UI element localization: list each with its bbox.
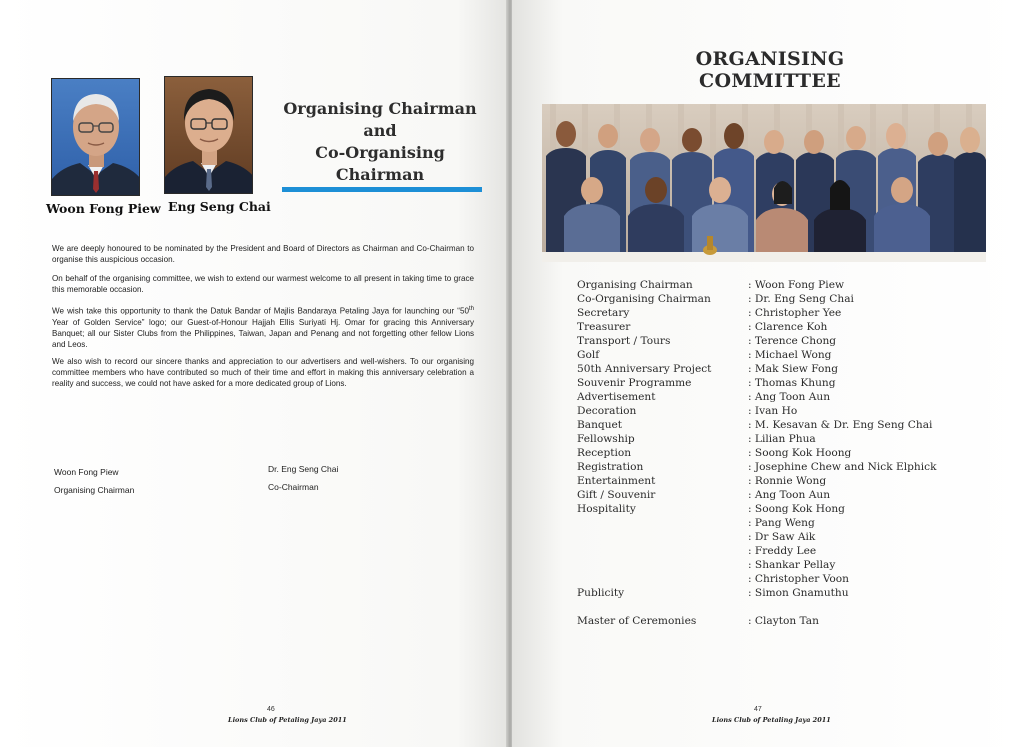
committee-member: : Simon Gnamuthu <box>748 587 849 599</box>
heading-line-2: and <box>363 121 397 140</box>
letter-paragraph-3 <box>52 304 474 350</box>
committee-role: Publicity <box>577 587 625 599</box>
committee-member: : Shankar Pellay <box>748 559 836 571</box>
committee-role: Banquet <box>577 419 623 431</box>
committee-member: : M. Kesavan & Dr. Eng Seng Chai <box>748 419 933 431</box>
committee-role: Hospitality <box>577 503 636 515</box>
committee-member: : Christopher Voon <box>748 573 849 585</box>
committee-group-photo <box>542 104 986 262</box>
committee-member: : Dr Saw Aik <box>748 531 816 543</box>
committee-member: : Mak Siew Fong <box>748 363 838 375</box>
left-page <box>0 0 508 747</box>
committee-role: Co-Organising Chairman <box>577 293 711 305</box>
letter-paragraph-2: On behalf of the organising committee, we wish to extend our warmest welcome to all present in taking time to grace this memorable occasion. <box>52 274 474 294</box>
page-number: 47 <box>754 706 762 713</box>
committee-role: Entertainment <box>577 475 656 487</box>
ordinal-suffix: th <box>468 306 474 312</box>
committee-role: Gift / Souvenir <box>577 489 656 501</box>
page-footer: Lions Club of Petaling Jaya 2011 <box>712 716 831 724</box>
committee-role: Transport / Tours <box>577 335 671 347</box>
heading-line-1: Organising Chairman <box>283 99 477 118</box>
committee-member: : Soong Kok Hoong <box>748 447 852 459</box>
committee-member: : Pang Weng <box>748 517 815 529</box>
committee-member: : Clayton Tan <box>748 615 819 627</box>
page-footer: Lions Club of Petaling Jaya 2011 <box>228 716 347 724</box>
committee-member: : Ivan Ho <box>748 405 798 417</box>
committee-role: Souvenir Programme <box>577 377 692 389</box>
committee-member: : Lilian Phua <box>748 433 816 445</box>
committee-role: Decoration <box>577 405 637 417</box>
committee-member: : Christopher Yee <box>748 307 842 319</box>
committee-role: Master of Ceremonies <box>577 615 697 627</box>
letter-paragraph-4: We also wish to record our sincere thanks and appreciation to our advertisers and well-wishers. To our organising committee members who have contributed so much of their time and effort in making this anniversary celebration a reality and success, we could not have asked for a more dedicated group of Lions. <box>52 357 474 388</box>
committee-role: Fellowship <box>577 433 635 445</box>
committee-member: : Clarence Koh <box>748 321 828 333</box>
right-page <box>512 0 1024 747</box>
committee-member: : Ang Toon Aun <box>748 391 831 403</box>
chairman-portrait <box>51 78 140 196</box>
committee-member: : Ronnie Wong <box>748 475 827 487</box>
chairman-photo-caption: Woon Fong Piew <box>46 201 161 216</box>
page-heading <box>280 98 480 186</box>
co-chairman-signature-title: Co-Chairman <box>268 482 319 492</box>
committee-role: Registration <box>577 461 644 473</box>
committee-role: 50th Anniversary Project <box>577 363 712 375</box>
heading-line-3: Co-Organising Chairman <box>315 143 445 184</box>
committee-member: : Soong Kok Hong <box>748 503 845 515</box>
committee-member: : Freddy Lee <box>748 545 817 557</box>
co-chairman-portrait <box>164 76 253 194</box>
committee-role: Treasurer <box>577 321 631 333</box>
committee-member: : Thomas Khung <box>748 377 836 389</box>
committee-member: : Terence Chong <box>748 335 837 347</box>
letter-paragraph-1: We are deeply honoured to be nominated by the President and Board of Directors as Chairman and Co-Chairman to organise this auspicious occasion. <box>52 244 474 264</box>
committee-role: Organising Chairman <box>577 279 693 291</box>
committee-member: : Josephine Chew and Nick Elphick <box>748 461 937 473</box>
committee-role: Golf <box>577 349 600 361</box>
committee-member: : Michael Wong <box>748 349 832 361</box>
committee-role: Advertisement <box>577 391 656 403</box>
committee-member: : Ang Toon Aun <box>748 489 831 501</box>
committee-role: Secretary <box>577 307 630 319</box>
chairman-signature-name: Woon Fong Piew <box>54 467 119 477</box>
committee-role: Reception <box>577 447 632 459</box>
co-chairman-photo-caption: Eng Seng Chai <box>168 199 271 214</box>
committee-member: : Dr. Eng Seng Chai <box>748 293 854 305</box>
paragraph-3-start: We wish take this opportunity to thank the Datuk Bandar of Majlis Bandaraya Petaling Jaya for launching our “50 <box>52 306 469 316</box>
committee-member: : Woon Fong Piew <box>748 279 845 291</box>
chairman-signature-title: Organising Chairman <box>54 485 135 495</box>
heading-accent-rule <box>282 187 482 192</box>
page-title: ORGANISING COMMITTEE <box>695 48 845 92</box>
co-chairman-signature-name: Dr. Eng Seng Chai <box>268 464 339 474</box>
page-number: 46 <box>267 706 275 713</box>
paragraph-3-end: Year of Golden Service” logo; our Guest-of-Honour Hajjah Ellis Suriyati Hj. Omar for gracing this Anniversary Banquet; all our Sister Clubs from the Philippines, Taiwan, Japan and Penang and not forgetting other fellow Lions and Leos. <box>52 317 474 349</box>
